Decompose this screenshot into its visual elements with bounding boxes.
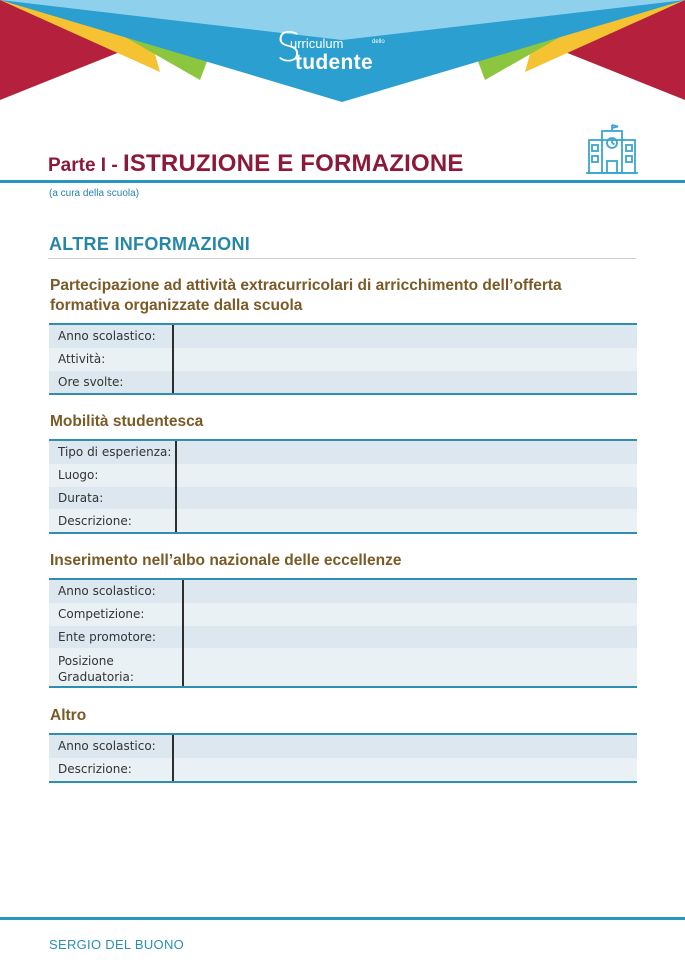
block-title-excellence: Inserimento nell’albo nazionale delle eccellenze: [50, 552, 402, 569]
field-label: Tipo di esperienza:: [49, 441, 177, 464]
title-main: ISTRUZIONE E FORMAZIONE: [122, 150, 464, 177]
title-rule: [0, 180, 685, 183]
field-label: Posizione Graduatoria:: [49, 648, 184, 686]
field-label: Descrizione:: [49, 758, 174, 781]
block-title-mobility: Mobilità studentesca: [50, 413, 204, 430]
form-table-excellence: [49, 578, 637, 688]
field-value[interactable]: [177, 441, 637, 464]
field-value[interactable]: [177, 464, 637, 487]
curriculum-logo: S urriculum dello tudente: [276, 25, 385, 74]
field-value[interactable]: [184, 648, 637, 686]
block-title-extracurricular: Partecipazione ad attività extracurricolari di arricchimento dell’offerta formativa organizzate dalla scuola: [50, 277, 562, 314]
field-label: Ore svolte:: [49, 371, 174, 394]
form-row[interactable]: [49, 648, 637, 686]
logo-curriculum-text: urriculum: [290, 36, 344, 51]
form-row[interactable]: [49, 325, 637, 348]
page-title: [48, 150, 464, 178]
section-heading: ALTRE INFORMAZIONI: [49, 234, 251, 254]
form-row[interactable]: [49, 626, 637, 649]
logo-dello-text: dello: [372, 39, 385, 45]
form-table-other: [49, 733, 637, 783]
subnote: (a cura della scuola): [49, 188, 140, 199]
field-label: Durata:: [49, 487, 177, 510]
school-building-icon: [586, 124, 638, 176]
field-label: Luogo:: [49, 464, 177, 487]
field-label: Anno scolastico:: [49, 580, 184, 603]
form-table-mobility: [49, 439, 637, 534]
field-label: Attività:: [49, 348, 174, 371]
logo-studente-text: tudente: [295, 51, 373, 74]
field-label: Anno scolastico:: [49, 735, 174, 758]
form-row[interactable]: [49, 371, 637, 394]
form-row[interactable]: [49, 464, 637, 487]
field-value[interactable]: [184, 626, 637, 649]
footer-name: SERGIO DEL BUONO: [49, 937, 185, 952]
footer-rule: [0, 917, 685, 920]
form-row[interactable]: [49, 441, 637, 464]
block-title-other: Altro: [50, 707, 87, 724]
field-label: Ente promotore:: [49, 626, 184, 649]
form-row[interactable]: [49, 580, 637, 603]
form-table-extracurricular: [49, 323, 637, 395]
field-label: Anno scolastico:: [49, 325, 174, 348]
field-value[interactable]: [174, 758, 637, 781]
field-value[interactable]: [174, 348, 637, 371]
section-rule: [48, 258, 636, 259]
form-row[interactable]: [49, 603, 637, 626]
form-row[interactable]: [49, 735, 637, 758]
field-value[interactable]: [177, 487, 637, 510]
field-value[interactable]: [174, 735, 637, 758]
field-label: Competizione:: [49, 603, 184, 626]
field-value[interactable]: [174, 325, 637, 348]
form-row[interactable]: [49, 487, 637, 510]
title-prefix: Parte I -: [48, 155, 123, 176]
field-label: Descrizione:: [49, 509, 177, 532]
form-row[interactable]: [49, 758, 637, 781]
field-value[interactable]: [184, 580, 637, 603]
form-row[interactable]: [49, 348, 637, 371]
field-value[interactable]: [177, 509, 637, 532]
field-value[interactable]: [184, 603, 637, 626]
form-row[interactable]: [49, 509, 637, 532]
field-value[interactable]: [174, 371, 637, 394]
